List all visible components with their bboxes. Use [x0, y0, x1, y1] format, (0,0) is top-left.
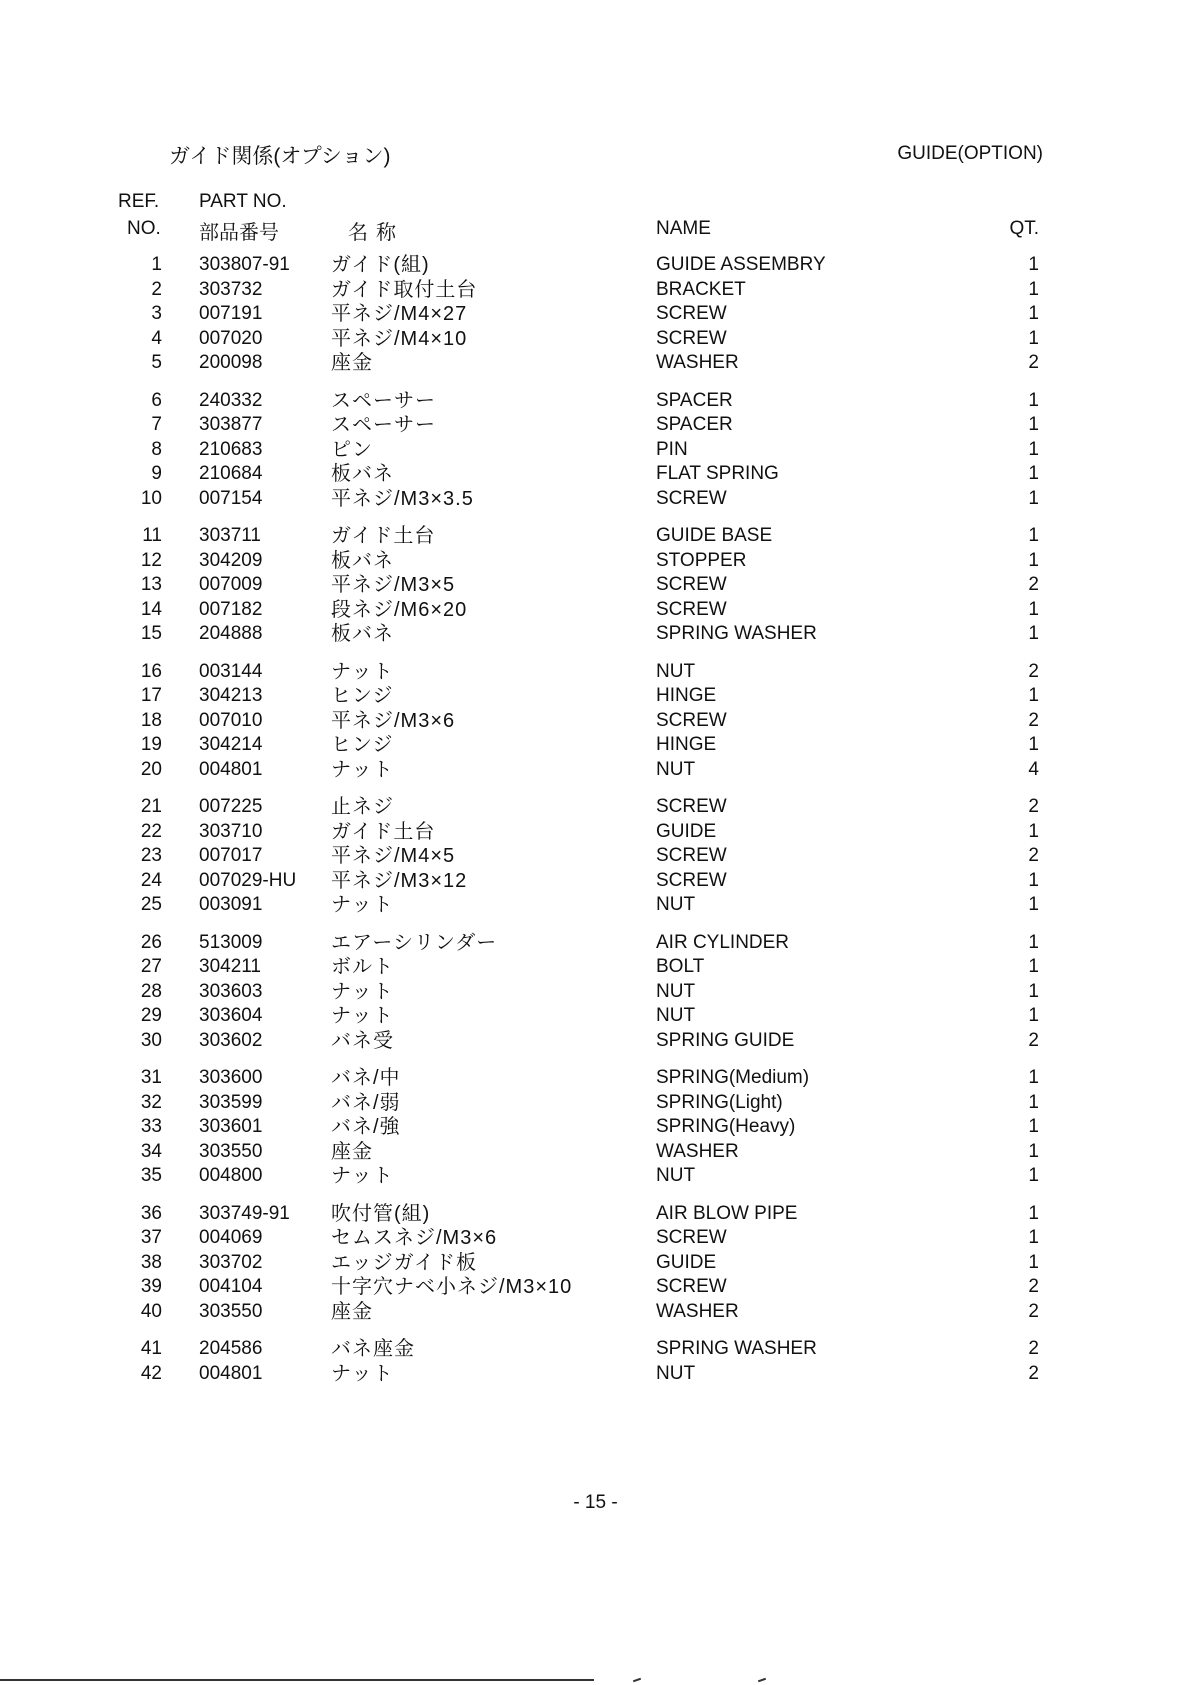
- ref-no: 20: [140, 759, 162, 780]
- ref-no: 3: [151, 303, 162, 324]
- name-jp: ガイド土台: [331, 821, 436, 843]
- name-en: SCREW: [656, 870, 727, 891]
- name-jp: 座金: [331, 1141, 373, 1163]
- name-jp: ガイド土台: [331, 525, 436, 547]
- part-number: 303702: [199, 1252, 263, 1273]
- quantity: 1: [1028, 623, 1039, 644]
- quantity: 1: [1028, 463, 1039, 484]
- name-jp: スペーサー: [331, 390, 436, 412]
- quantity: 2: [1028, 1363, 1039, 1384]
- name-en: SPRING(Light): [656, 1092, 783, 1113]
- page-title-en: GUIDE(OPTION): [897, 143, 1043, 164]
- ref-no: 23: [140, 845, 162, 866]
- ref-no: 11: [142, 525, 162, 546]
- name-jp: ナット: [331, 1165, 394, 1187]
- quantity: 1: [1028, 525, 1039, 546]
- ref-no: 25: [140, 894, 162, 915]
- quantity: 1: [1028, 1227, 1039, 1248]
- quantity: 1: [1028, 685, 1039, 706]
- name-jp: ナット: [331, 981, 394, 1003]
- name-jp: 止ネジ: [331, 796, 394, 818]
- quantity: 2: [1028, 710, 1039, 731]
- name-en: PIN: [656, 439, 688, 460]
- name-en: SCREW: [656, 488, 727, 509]
- part-number: 303710: [199, 821, 263, 842]
- part-number: 003144: [199, 661, 263, 682]
- name-jp: 平ネジ/M4×10: [331, 328, 468, 350]
- part-number: 007029-HU: [199, 870, 297, 891]
- header-name-en: NAME: [656, 218, 711, 239]
- name-en: SCREW: [656, 796, 727, 817]
- part-number: 007020: [199, 328, 263, 349]
- part-number: 007017: [199, 845, 263, 866]
- part-number: 210684: [199, 463, 263, 484]
- name-jp: ガイド(組): [331, 254, 430, 276]
- name-jp: スペーサー: [331, 414, 436, 436]
- ref-no: 13: [140, 574, 162, 595]
- quantity: 1: [1028, 254, 1039, 275]
- name-en: BRACKET: [656, 279, 746, 300]
- quantity: 1: [1028, 956, 1039, 977]
- quantity: 1: [1028, 488, 1039, 509]
- quantity: 1: [1028, 1203, 1039, 1224]
- part-number: 304211: [199, 956, 261, 977]
- ref-no: 34: [140, 1141, 162, 1162]
- quantity: 1: [1028, 279, 1039, 300]
- name-en: SCREW: [656, 1227, 727, 1248]
- name-en: SPACER: [656, 414, 733, 435]
- part-number: 303807-91: [199, 254, 290, 275]
- name-en: SCREW: [656, 710, 727, 731]
- scan-edge-line: [0, 1679, 594, 1681]
- name-en: NUT: [656, 981, 696, 1002]
- name-en: SPRING WASHER: [656, 623, 817, 644]
- name-en: GUIDE: [656, 821, 717, 842]
- part-number: 303600: [199, 1067, 263, 1088]
- part-number: 303602: [199, 1030, 263, 1051]
- ref-no: 27: [140, 956, 162, 977]
- quantity: 4: [1028, 759, 1039, 780]
- part-number: 200098: [199, 352, 263, 373]
- name-en: NUT: [656, 1363, 696, 1384]
- name-en: SPRING GUIDE: [656, 1030, 795, 1051]
- header-qty: QT.: [1009, 218, 1039, 239]
- quantity: 2: [1028, 1301, 1039, 1322]
- part-number: 003091: [199, 894, 263, 915]
- part-number: 303601: [199, 1116, 263, 1137]
- ref-no: 37: [140, 1227, 162, 1248]
- name-en: WASHER: [656, 352, 739, 373]
- ref-no: 5: [151, 352, 162, 373]
- part-number: 303749-91: [199, 1203, 290, 1224]
- name-jp: 平ネジ/M3×5: [331, 574, 456, 596]
- ref-no: 28: [140, 981, 162, 1002]
- name-en: SCREW: [656, 599, 727, 620]
- ref-no: 41: [140, 1338, 162, 1359]
- page-number: - 15 -: [573, 1492, 618, 1513]
- name-jp: セムスネジ/M3×6: [331, 1227, 498, 1249]
- header-name-jp: 名称: [348, 222, 404, 244]
- part-number: 007154: [199, 488, 263, 509]
- name-en: FLAT SPRING: [656, 463, 779, 484]
- ref-no: 15: [140, 623, 162, 644]
- ref-no: 38: [140, 1252, 162, 1273]
- header-part-line1: PART NO.: [199, 191, 287, 212]
- part-number: 240332: [199, 390, 263, 411]
- ref-no: 7: [151, 414, 162, 435]
- quantity: 1: [1028, 328, 1039, 349]
- part-number: 007182: [199, 599, 263, 620]
- name-en: NUT: [656, 1005, 696, 1026]
- part-number: 204888: [199, 623, 263, 644]
- quantity: 1: [1028, 390, 1039, 411]
- name-jp: バネ/中: [331, 1067, 401, 1089]
- name-jp: ナット: [331, 1363, 394, 1385]
- quantity: 2: [1028, 661, 1039, 682]
- name-jp: 座金: [331, 352, 373, 374]
- part-number: 303550: [199, 1141, 263, 1162]
- ref-no: 26: [140, 932, 162, 953]
- ref-no: 42: [140, 1363, 162, 1384]
- part-number: 007010: [199, 710, 263, 731]
- part-number: 004801: [199, 1363, 263, 1384]
- ref-no: 40: [140, 1301, 162, 1322]
- name-jp: 平ネジ/M4×27: [331, 303, 468, 325]
- name-jp: バネ/弱: [331, 1092, 401, 1114]
- part-number: 303604: [199, 1005, 263, 1026]
- name-en: BOLT: [656, 956, 705, 977]
- ref-no: 31: [140, 1067, 162, 1088]
- part-number: 004104: [199, 1276, 263, 1297]
- ref-no: 30: [140, 1030, 162, 1051]
- name-en: NUT: [656, 894, 696, 915]
- part-number: 513009: [199, 932, 263, 953]
- name-en: NUT: [656, 1165, 696, 1186]
- name-jp: バネ受: [331, 1030, 394, 1052]
- name-en: WASHER: [656, 1301, 739, 1322]
- name-en: NUT: [656, 759, 696, 780]
- quantity: 2: [1028, 845, 1039, 866]
- ref-no: 18: [140, 710, 162, 731]
- header-ref-line1: REF.: [118, 191, 160, 212]
- part-number: 007225: [199, 796, 263, 817]
- ref-no: 1: [151, 254, 162, 275]
- quantity: 1: [1028, 1252, 1039, 1273]
- quantity: 1: [1028, 550, 1039, 571]
- quantity: 1: [1028, 894, 1039, 915]
- name-jp: 平ネジ/M3×6: [331, 710, 456, 732]
- header-ref-line2: NO.: [127, 218, 161, 239]
- quantity: 1: [1028, 303, 1039, 324]
- name-en: HINGE: [656, 685, 717, 706]
- name-jp: 平ネジ/M4×5: [331, 845, 456, 867]
- quantity: 1: [1028, 1116, 1039, 1137]
- name-en: AIR BLOW PIPE: [656, 1203, 798, 1224]
- quantity: 2: [1028, 352, 1039, 373]
- name-en: HINGE: [656, 734, 717, 755]
- name-en: SPRING(Medium): [656, 1067, 810, 1088]
- quantity: 2: [1028, 1338, 1039, 1359]
- name-jp: エアーシリンダー: [331, 932, 498, 954]
- part-number: 304209: [199, 550, 263, 571]
- ref-no: 39: [140, 1276, 162, 1297]
- quantity: 1: [1028, 932, 1039, 953]
- ref-no: 6: [151, 390, 162, 411]
- name-jp: ボルト: [331, 956, 394, 978]
- page-title-jp: ガイド関係(オプション): [169, 145, 391, 168]
- quantity: 1: [1028, 821, 1039, 842]
- quantity: 2: [1028, 1276, 1039, 1297]
- name-jp: 座金: [331, 1301, 373, 1323]
- name-jp: 十字穴ナベ小ネジ/M3×10: [331, 1276, 573, 1298]
- name-jp: 平ネジ/M3×12: [331, 870, 468, 892]
- ref-no: 10: [140, 488, 162, 509]
- name-en: STOPPER: [656, 550, 747, 571]
- name-jp: バネ座金: [331, 1338, 415, 1360]
- quantity: 1: [1028, 1141, 1039, 1162]
- part-number: 304213: [199, 685, 263, 706]
- part-number: 004801: [199, 759, 263, 780]
- name-jp: 平ネジ/M3×3.5: [331, 488, 474, 510]
- name-jp: ヒンジ: [331, 734, 394, 756]
- name-jp: エッジガイド板: [331, 1252, 477, 1274]
- name-en: SCREW: [656, 1276, 727, 1297]
- ref-no: 14: [140, 599, 162, 620]
- name-en: SCREW: [656, 574, 727, 595]
- quantity: 2: [1028, 796, 1039, 817]
- name-en: NUT: [656, 661, 696, 682]
- quantity: 1: [1028, 1067, 1039, 1088]
- part-number: 303877: [199, 414, 263, 435]
- quantity: 2: [1028, 1030, 1039, 1051]
- name-en: SPRING WASHER: [656, 1338, 817, 1359]
- part-number: 210683: [199, 439, 263, 460]
- ref-no: 4: [151, 328, 162, 349]
- quantity: 1: [1028, 981, 1039, 1002]
- ref-no: 16: [140, 661, 162, 682]
- name-jp: 吹付管(組): [331, 1203, 431, 1225]
- name-en: SCREW: [656, 303, 727, 324]
- header-part-line2: 部品番号: [199, 222, 279, 244]
- ref-no: 22: [140, 821, 162, 842]
- ref-no: 24: [140, 870, 162, 891]
- name-en: SPACER: [656, 390, 733, 411]
- ref-no: 19: [140, 734, 162, 755]
- name-jp: ピン: [331, 439, 373, 461]
- name-jp: 段ネジ/M6×20: [331, 599, 468, 621]
- ref-no: 12: [140, 550, 162, 571]
- name-en: WASHER: [656, 1141, 739, 1162]
- name-jp: ガイド取付土台: [331, 279, 478, 301]
- ref-no: 32: [140, 1092, 162, 1113]
- name-en: GUIDE: [656, 1252, 717, 1273]
- name-en: GUIDE ASSEMBRY: [656, 254, 826, 275]
- name-jp: 板バネ: [331, 550, 394, 572]
- quantity: 1: [1028, 599, 1039, 620]
- name-jp: ヒンジ: [331, 685, 394, 707]
- part-number: 004800: [199, 1165, 263, 1186]
- ref-no: 21: [140, 796, 162, 817]
- part-number: 303603: [199, 981, 263, 1002]
- ref-no: 2: [151, 279, 162, 300]
- ref-no: 29: [140, 1005, 162, 1026]
- part-number: 303711: [199, 525, 261, 546]
- ref-no: 35: [140, 1165, 162, 1186]
- part-number: 007009: [199, 574, 263, 595]
- name-en: AIR CYLINDER: [656, 932, 790, 953]
- name-jp: ナット: [331, 1005, 394, 1027]
- name-jp: ナット: [331, 894, 394, 916]
- name-jp: 板バネ: [331, 623, 394, 645]
- name-en: SCREW: [656, 328, 727, 349]
- part-number: 303732: [199, 279, 263, 300]
- part-number: 007191: [199, 303, 263, 324]
- ref-no: 33: [140, 1116, 162, 1137]
- part-number: 204586: [199, 1338, 263, 1359]
- ref-no: 9: [151, 463, 162, 484]
- part-number: 303599: [199, 1092, 263, 1113]
- name-jp: バネ/強: [331, 1116, 401, 1138]
- ref-no: 36: [140, 1203, 162, 1224]
- quantity: 1: [1028, 1165, 1039, 1186]
- quantity: 1: [1028, 734, 1039, 755]
- quantity: 2: [1028, 574, 1039, 595]
- name-jp: ナット: [331, 759, 394, 781]
- name-en: SCREW: [656, 845, 727, 866]
- name-en: GUIDE BASE: [656, 525, 773, 546]
- quantity: 1: [1028, 1005, 1039, 1026]
- name-jp: 板バネ: [331, 463, 394, 485]
- part-number: 304214: [199, 734, 263, 755]
- part-number: 004069: [199, 1227, 263, 1248]
- quantity: 1: [1028, 870, 1039, 891]
- quantity: 1: [1028, 1092, 1039, 1113]
- name-jp: ナット: [331, 661, 394, 683]
- part-number: 303550: [199, 1301, 263, 1322]
- quantity: 1: [1028, 439, 1039, 460]
- ref-no: 8: [151, 439, 162, 460]
- ref-no: 17: [140, 685, 162, 706]
- quantity: 1: [1028, 414, 1039, 435]
- name-en: SPRING(Heavy): [656, 1116, 796, 1137]
